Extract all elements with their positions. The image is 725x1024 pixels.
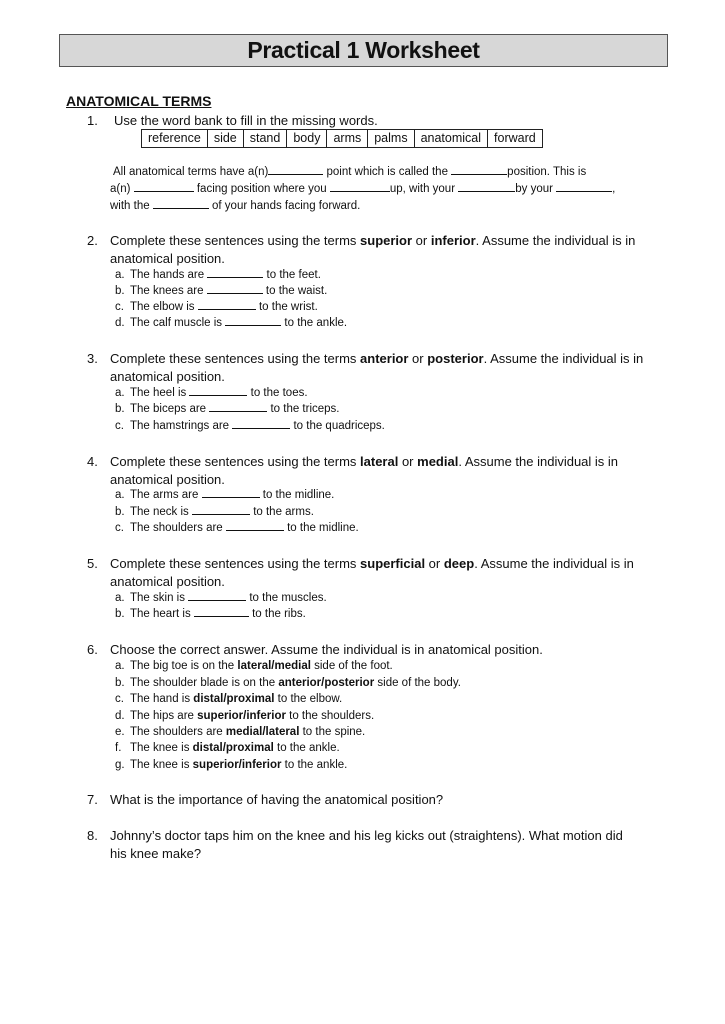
question-text-part: anatomical position. bbox=[110, 368, 225, 384]
sub-letter: c. bbox=[115, 693, 124, 705]
question-text-part: or bbox=[408, 351, 428, 366]
sub-letter: g. bbox=[115, 759, 125, 771]
question-number: 2. bbox=[87, 233, 98, 248]
answer-blank[interactable] bbox=[209, 401, 267, 412]
sub-text: to the midline. bbox=[283, 522, 359, 534]
term-2: posterior bbox=[427, 351, 484, 366]
question-text-part: Complete these sentences using the terms bbox=[110, 454, 361, 469]
sub-text: to the feet. bbox=[263, 269, 321, 281]
fill-in-paragraph bbox=[110, 164, 658, 215]
word-bank-item: anatomical bbox=[414, 130, 487, 148]
sub-text: to the waist. bbox=[262, 285, 328, 297]
question-text: Use the word bank to fill in the missing words. bbox=[114, 113, 378, 128]
sub-text: to the ankle. bbox=[281, 759, 348, 771]
question-text-part: or bbox=[425, 556, 444, 571]
para-text: , bbox=[612, 183, 616, 195]
question-text bbox=[110, 232, 670, 267]
sub-letter: a. bbox=[115, 592, 125, 604]
sub-text: to the ankle. bbox=[273, 742, 340, 754]
sub-item bbox=[115, 315, 347, 332]
question-text-part: . Assume the individual is in bbox=[475, 233, 636, 248]
sub-letter: a. bbox=[115, 387, 125, 399]
question-number: 1. bbox=[87, 113, 98, 128]
question-number: 6. bbox=[87, 642, 98, 657]
sub-item bbox=[115, 724, 365, 741]
word-bank-item: body bbox=[287, 130, 327, 148]
question-text-part: . Assume the individual is in bbox=[474, 556, 634, 571]
sub-item bbox=[115, 267, 321, 284]
question-text bbox=[110, 827, 690, 862]
sub-item bbox=[115, 757, 347, 774]
para-text: with the bbox=[110, 200, 153, 212]
sub-item bbox=[115, 283, 327, 300]
page-title: Practical 1 Worksheet bbox=[247, 37, 480, 63]
sub-text: The shoulders are bbox=[130, 522, 226, 534]
sub-text: side of the foot. bbox=[310, 660, 393, 672]
sub-item bbox=[115, 740, 340, 757]
sub-item bbox=[115, 487, 334, 504]
sub-item bbox=[115, 520, 359, 537]
question-text bbox=[110, 555, 670, 590]
sub-letter: b. bbox=[115, 677, 125, 689]
sub-letter: d. bbox=[115, 317, 125, 329]
section-heading: ANATOMICAL TERMS bbox=[66, 93, 212, 109]
question-3 bbox=[87, 350, 687, 386]
sub-text: to the ribs. bbox=[248, 608, 306, 620]
sub-letter: d. bbox=[115, 710, 125, 722]
para-text: facing position where you bbox=[193, 183, 330, 195]
answer-blank[interactable] bbox=[192, 504, 250, 515]
sub-text: The biceps are bbox=[130, 403, 210, 415]
sub-item bbox=[115, 299, 318, 316]
answer-choice[interactable]: superior/inferior bbox=[192, 759, 282, 771]
sub-text: The calf muscle is bbox=[130, 317, 226, 329]
sub-text: The skin is bbox=[130, 592, 189, 604]
sub-letter: c. bbox=[115, 420, 124, 432]
sub-item bbox=[115, 606, 306, 623]
term-2: deep bbox=[443, 556, 475, 571]
answer-blank[interactable] bbox=[153, 198, 209, 209]
word-bank-item: reference bbox=[142, 130, 208, 148]
para-text: point which is called the bbox=[323, 166, 452, 178]
answer-choice[interactable]: lateral/medial bbox=[237, 660, 311, 672]
sub-text: to the spine. bbox=[299, 726, 366, 738]
sub-letter: c. bbox=[115, 522, 124, 534]
answer-choice[interactable]: distal/proximal bbox=[192, 742, 274, 754]
question-7 bbox=[87, 791, 687, 809]
answer-blank[interactable] bbox=[232, 418, 290, 429]
sub-letter: a. bbox=[115, 269, 125, 281]
question-text-part: anatomical position. bbox=[110, 471, 225, 487]
sub-item bbox=[115, 504, 314, 521]
question-number: 5. bbox=[87, 556, 98, 571]
question-text-part: . Assume the individual is in bbox=[483, 351, 644, 366]
answer-blank[interactable] bbox=[202, 487, 260, 498]
sub-text: side of the body. bbox=[374, 677, 461, 689]
term-1: anterior bbox=[360, 351, 409, 366]
question-1 bbox=[87, 112, 687, 130]
answer-blank[interactable] bbox=[207, 267, 263, 278]
sub-text: to the muscles. bbox=[246, 592, 327, 604]
question-number: 7. bbox=[87, 792, 98, 807]
question-text-part: Complete these sentences using the terms bbox=[110, 233, 361, 248]
answer-blank[interactable] bbox=[225, 315, 281, 326]
sub-text: The hamstrings are bbox=[130, 420, 233, 432]
word-bank-item: palms bbox=[368, 130, 414, 148]
sub-text: The knee is bbox=[130, 759, 193, 771]
title-box bbox=[59, 34, 668, 67]
answer-blank[interactable] bbox=[134, 181, 194, 192]
answer-blank[interactable] bbox=[207, 283, 263, 294]
sub-item bbox=[115, 385, 308, 402]
question-5 bbox=[87, 555, 687, 591]
word-bank-item: arms bbox=[327, 130, 368, 148]
term-2: inferior bbox=[430, 233, 476, 248]
sub-item bbox=[115, 418, 385, 435]
sub-text: to the arms. bbox=[250, 506, 314, 518]
answer-blank[interactable] bbox=[198, 299, 256, 310]
sub-text: The knee is bbox=[130, 742, 193, 754]
answer-blank[interactable] bbox=[268, 164, 323, 175]
question-text-part: Complete these sentences using the terms bbox=[110, 556, 361, 571]
question-text-part: or bbox=[398, 454, 418, 469]
sub-letter: f. bbox=[115, 742, 122, 754]
question-text: What is the importance of having the anatomical position? bbox=[110, 792, 444, 807]
question-text-part: or bbox=[412, 233, 431, 248]
answer-choice[interactable]: superior/inferior bbox=[197, 710, 286, 722]
sub-text: to the midline. bbox=[259, 489, 335, 501]
sub-letter: a. bbox=[115, 660, 125, 672]
sub-text: The heel is bbox=[130, 387, 190, 399]
sub-text: to the elbow. bbox=[274, 693, 343, 705]
term-1: superior bbox=[360, 233, 413, 248]
question-text-part: anatomical position. bbox=[110, 250, 225, 266]
sub-letter: b. bbox=[115, 608, 125, 620]
sub-text: The hips are bbox=[130, 710, 198, 722]
answer-blank[interactable] bbox=[189, 385, 247, 396]
sub-item bbox=[115, 675, 461, 692]
answer-blank[interactable] bbox=[330, 181, 390, 192]
sub-letter: b. bbox=[115, 506, 125, 518]
question-number: 8. bbox=[87, 828, 98, 843]
question-text: Choose the correct answer. Assume the individual is in anatomical position. bbox=[110, 642, 543, 657]
word-bank-item: side bbox=[207, 130, 243, 148]
answer-choice[interactable]: medial/lateral bbox=[225, 726, 300, 738]
sub-letter: c. bbox=[115, 301, 124, 313]
answer-blank[interactable] bbox=[556, 181, 612, 192]
para-text: by your bbox=[515, 183, 557, 195]
sub-text: The big toe is on the bbox=[130, 660, 238, 672]
sub-text: to the wrist. bbox=[255, 301, 318, 313]
question-number: 3. bbox=[87, 351, 98, 366]
question-text-part: Complete these sentences using the terms bbox=[110, 351, 361, 366]
para-text: up, with your bbox=[389, 183, 459, 195]
sub-text: to the ankle. bbox=[281, 317, 348, 329]
sub-letter: a. bbox=[115, 489, 125, 501]
answer-blank[interactable] bbox=[451, 164, 507, 175]
sub-item bbox=[115, 658, 393, 675]
sub-text: to the triceps. bbox=[267, 403, 340, 415]
term-1: lateral bbox=[360, 454, 399, 469]
question-8 bbox=[87, 827, 707, 863]
sub-text: to the toes. bbox=[247, 387, 308, 399]
answer-blank[interactable] bbox=[194, 606, 249, 617]
question-text-part: anatomical position. bbox=[110, 573, 225, 589]
sub-text: The shoulders are bbox=[130, 726, 226, 738]
sub-letter: b. bbox=[115, 285, 125, 297]
sub-text: The neck is bbox=[130, 506, 192, 518]
question-4 bbox=[87, 453, 687, 489]
question-number: 4. bbox=[87, 454, 98, 469]
para-text: position. This is bbox=[507, 166, 587, 178]
sub-text: The arms are bbox=[130, 489, 202, 501]
sub-text: The hand is bbox=[130, 693, 194, 705]
question-text-part: . Assume the individual is in bbox=[458, 454, 619, 469]
question-text-part: his knee make? bbox=[110, 845, 202, 861]
question-text-part: Johnny’s doctor taps him on the knee and his leg kicks out (straightens). What motion did bbox=[110, 828, 623, 843]
question-text bbox=[110, 350, 670, 385]
answer-blank[interactable] bbox=[188, 590, 246, 601]
sub-text: The shoulder blade is on the bbox=[130, 677, 279, 689]
answer-blank[interactable] bbox=[226, 520, 284, 531]
sub-item bbox=[115, 401, 340, 418]
sub-text: to the quadriceps. bbox=[290, 420, 385, 432]
sub-text: The hands are bbox=[130, 269, 208, 281]
term-1: superficial bbox=[360, 556, 426, 571]
term-2: medial bbox=[417, 454, 459, 469]
question-6 bbox=[87, 641, 687, 659]
sub-letter: b. bbox=[115, 403, 125, 415]
sub-text: The heart is bbox=[130, 608, 194, 620]
word-bank-item: stand bbox=[243, 130, 287, 148]
answer-blank[interactable] bbox=[458, 181, 515, 192]
sub-item bbox=[115, 590, 327, 607]
answer-choice[interactable]: distal/proximal bbox=[193, 693, 275, 705]
sub-text: The knees are bbox=[130, 285, 207, 297]
para-text: of your hands facing forward. bbox=[208, 200, 361, 212]
question-2 bbox=[87, 232, 687, 268]
sub-item bbox=[115, 708, 374, 725]
para-text: a(n) bbox=[110, 183, 134, 195]
answer-choice[interactable]: anterior/posterior bbox=[278, 677, 375, 689]
word-bank-item: forward bbox=[488, 130, 543, 148]
para-text: All anatomical terms have a(n) bbox=[113, 166, 269, 178]
sub-text: The elbow is bbox=[130, 301, 198, 313]
sub-letter: e. bbox=[115, 726, 125, 738]
question-text bbox=[110, 453, 670, 488]
sub-item bbox=[115, 691, 342, 708]
sub-text: to the shoulders. bbox=[285, 710, 375, 722]
word-bank bbox=[141, 129, 543, 148]
